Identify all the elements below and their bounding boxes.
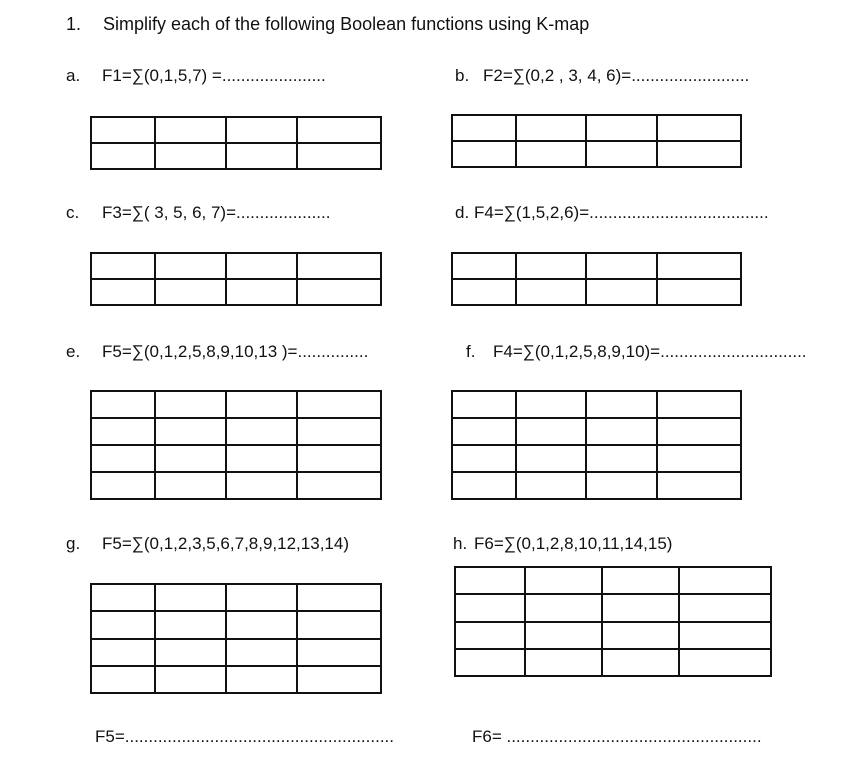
kmap-cell xyxy=(525,594,602,621)
kmap-cell xyxy=(155,472,226,499)
kmap-cell xyxy=(586,391,657,418)
kmap-cell xyxy=(226,445,297,472)
kmap-cell xyxy=(226,584,297,611)
question-text: Simplify each of the following Boolean functions using K-map xyxy=(103,14,590,34)
kmap-row xyxy=(452,115,741,141)
kmap-row xyxy=(455,622,771,649)
kmap-cell xyxy=(91,117,155,143)
kmap-cell xyxy=(91,391,155,418)
kmap-cell xyxy=(657,115,741,141)
kmap-cell xyxy=(586,445,657,472)
kmap-cell xyxy=(679,594,771,621)
kmap-cell xyxy=(91,639,155,666)
kmap-row xyxy=(455,649,771,676)
kmap-cell xyxy=(657,253,741,279)
answer-f5: F5=......................................................... xyxy=(95,727,394,746)
kmap-cell xyxy=(226,639,297,666)
kmap-cell xyxy=(455,594,525,621)
kmap-cell xyxy=(452,472,516,499)
kmap-cell xyxy=(297,584,381,611)
kmap-cell xyxy=(226,253,297,279)
kmap-cell xyxy=(226,418,297,445)
kmap-cell xyxy=(297,391,381,418)
part-g-expression: F5=∑(0,1,2,3,5,6,7,8,9,12,13,14) xyxy=(102,534,349,553)
kmap-cell xyxy=(226,472,297,499)
kmap-cell xyxy=(226,391,297,418)
kmap-row xyxy=(452,253,741,279)
kmap-cell xyxy=(155,418,226,445)
kmap-cell xyxy=(226,143,297,169)
kmap-cell xyxy=(525,622,602,649)
kmap-f xyxy=(451,390,742,500)
kmap-b xyxy=(451,114,742,168)
kmap-cell xyxy=(155,445,226,472)
kmap-row xyxy=(452,445,741,472)
kmap-row xyxy=(452,418,741,445)
kmap-cell xyxy=(155,279,226,305)
answer-f6: F6= ...................................................... xyxy=(472,727,762,746)
kmap-cell xyxy=(155,391,226,418)
kmap-cell xyxy=(516,253,587,279)
kmap-cell xyxy=(155,584,226,611)
kmap-row xyxy=(91,418,381,445)
kmap-cell xyxy=(226,117,297,143)
kmap-row xyxy=(91,639,381,666)
part-a-letter: a. xyxy=(66,66,81,85)
kmap-cell xyxy=(679,649,771,676)
kmap-row xyxy=(455,594,771,621)
kmap-cell xyxy=(586,253,657,279)
kmap-cell xyxy=(586,472,657,499)
kmap-cell xyxy=(91,666,155,693)
part-c-letter: c. xyxy=(66,203,80,222)
kmap-cell xyxy=(452,279,516,305)
kmap-cell xyxy=(297,472,381,499)
kmap-cell xyxy=(91,472,155,499)
kmap-cell xyxy=(155,253,226,279)
part-f-letter: f. xyxy=(466,342,476,361)
kmap-cell xyxy=(657,141,741,167)
kmap-cell xyxy=(455,649,525,676)
part-b-expression: F2=∑(0,2 , 3, 4, 6)=......................... xyxy=(483,66,750,85)
part-e-letter: e. xyxy=(66,342,81,361)
kmap-cell xyxy=(657,472,741,499)
kmap-e xyxy=(90,390,382,500)
kmap-row xyxy=(91,611,381,638)
kmap-cell xyxy=(586,115,657,141)
kmap-cell xyxy=(91,279,155,305)
kmap-cell xyxy=(455,567,525,594)
kmap-cell xyxy=(516,418,587,445)
kmap-cell xyxy=(452,391,516,418)
kmap-cell xyxy=(226,666,297,693)
kmap-cell xyxy=(155,639,226,666)
kmap-cell xyxy=(516,141,587,167)
kmap-cell xyxy=(297,279,381,305)
kmap-cell xyxy=(297,143,381,169)
kmap-cell xyxy=(679,567,771,594)
kmap-cell xyxy=(452,418,516,445)
part-f-expression: F4=∑(0,1,2,5,8,9,10)=............................... xyxy=(493,342,807,361)
kmap-row xyxy=(91,666,381,693)
kmap-h xyxy=(454,566,772,677)
kmap-cell xyxy=(657,391,741,418)
kmap-cell xyxy=(155,117,226,143)
kmap-cell xyxy=(602,649,679,676)
kmap-cell xyxy=(91,445,155,472)
kmap-cell xyxy=(586,141,657,167)
kmap-row xyxy=(91,253,381,279)
kmap-cell xyxy=(91,584,155,611)
kmap-cell xyxy=(516,472,587,499)
kmap-cell xyxy=(516,115,587,141)
kmap-cell xyxy=(91,611,155,638)
kmap-c xyxy=(90,252,382,306)
part-d-expression: F4=∑(1,5,2,6)=...................................... xyxy=(474,203,769,222)
kmap-cell xyxy=(657,418,741,445)
kmap-cell xyxy=(155,611,226,638)
kmap-d xyxy=(451,252,742,306)
kmap-cell xyxy=(155,666,226,693)
kmap-cell xyxy=(155,143,226,169)
part-b-letter: b. xyxy=(455,66,470,85)
kmap-cell xyxy=(297,445,381,472)
kmap-cell xyxy=(516,445,587,472)
kmap-cell xyxy=(525,649,602,676)
kmap-row xyxy=(452,391,741,418)
kmap-cell xyxy=(525,567,602,594)
kmap-g xyxy=(90,583,382,694)
kmap-row xyxy=(91,584,381,611)
part-h-letter: h. xyxy=(453,534,468,553)
kmap-cell xyxy=(455,622,525,649)
kmap-cell xyxy=(297,418,381,445)
kmap-row xyxy=(452,141,741,167)
kmap-cell xyxy=(602,594,679,621)
kmap-cell xyxy=(452,445,516,472)
kmap-cell xyxy=(91,253,155,279)
kmap-cell xyxy=(602,622,679,649)
kmap-cell xyxy=(657,445,741,472)
kmap-row xyxy=(455,567,771,594)
kmap-cell xyxy=(452,253,516,279)
kmap-row xyxy=(452,472,741,499)
part-e-expression: F5=∑(0,1,2,5,8,9,10,13 )=............... xyxy=(102,342,369,361)
kmap-cell xyxy=(91,418,155,445)
part-c-expression: F3=∑( 3, 5, 6, 7)=.................... xyxy=(102,203,331,222)
kmap-cell xyxy=(516,391,587,418)
kmap-cell xyxy=(226,611,297,638)
kmap-row xyxy=(91,279,381,305)
kmap-cell xyxy=(452,115,516,141)
question-number: 1. xyxy=(66,14,82,34)
kmap-row xyxy=(91,117,381,143)
kmap-cell xyxy=(657,279,741,305)
kmap-row xyxy=(91,445,381,472)
kmap-cell xyxy=(297,117,381,143)
kmap-a xyxy=(90,116,382,170)
kmap-cell xyxy=(297,666,381,693)
kmap-cell xyxy=(679,622,771,649)
kmap-cell xyxy=(586,418,657,445)
kmap-cell xyxy=(297,611,381,638)
kmap-cell xyxy=(226,279,297,305)
part-h-expression: F6=∑(0,1,2,8,10,11,14,15) xyxy=(474,534,673,553)
part-a-expression: F1=∑(0,1,5,7) =...................... xyxy=(102,66,326,85)
kmap-cell xyxy=(516,279,587,305)
kmap-cell xyxy=(297,253,381,279)
kmap-row xyxy=(91,472,381,499)
kmap-cell xyxy=(586,279,657,305)
kmap-cell xyxy=(91,143,155,169)
kmap-row xyxy=(91,143,381,169)
kmap-cell xyxy=(602,567,679,594)
part-g-letter: g. xyxy=(66,534,81,553)
part-d-letter: d. xyxy=(455,203,470,222)
kmap-cell xyxy=(297,639,381,666)
kmap-row xyxy=(91,391,381,418)
kmap-row xyxy=(452,279,741,305)
kmap-cell xyxy=(452,141,516,167)
